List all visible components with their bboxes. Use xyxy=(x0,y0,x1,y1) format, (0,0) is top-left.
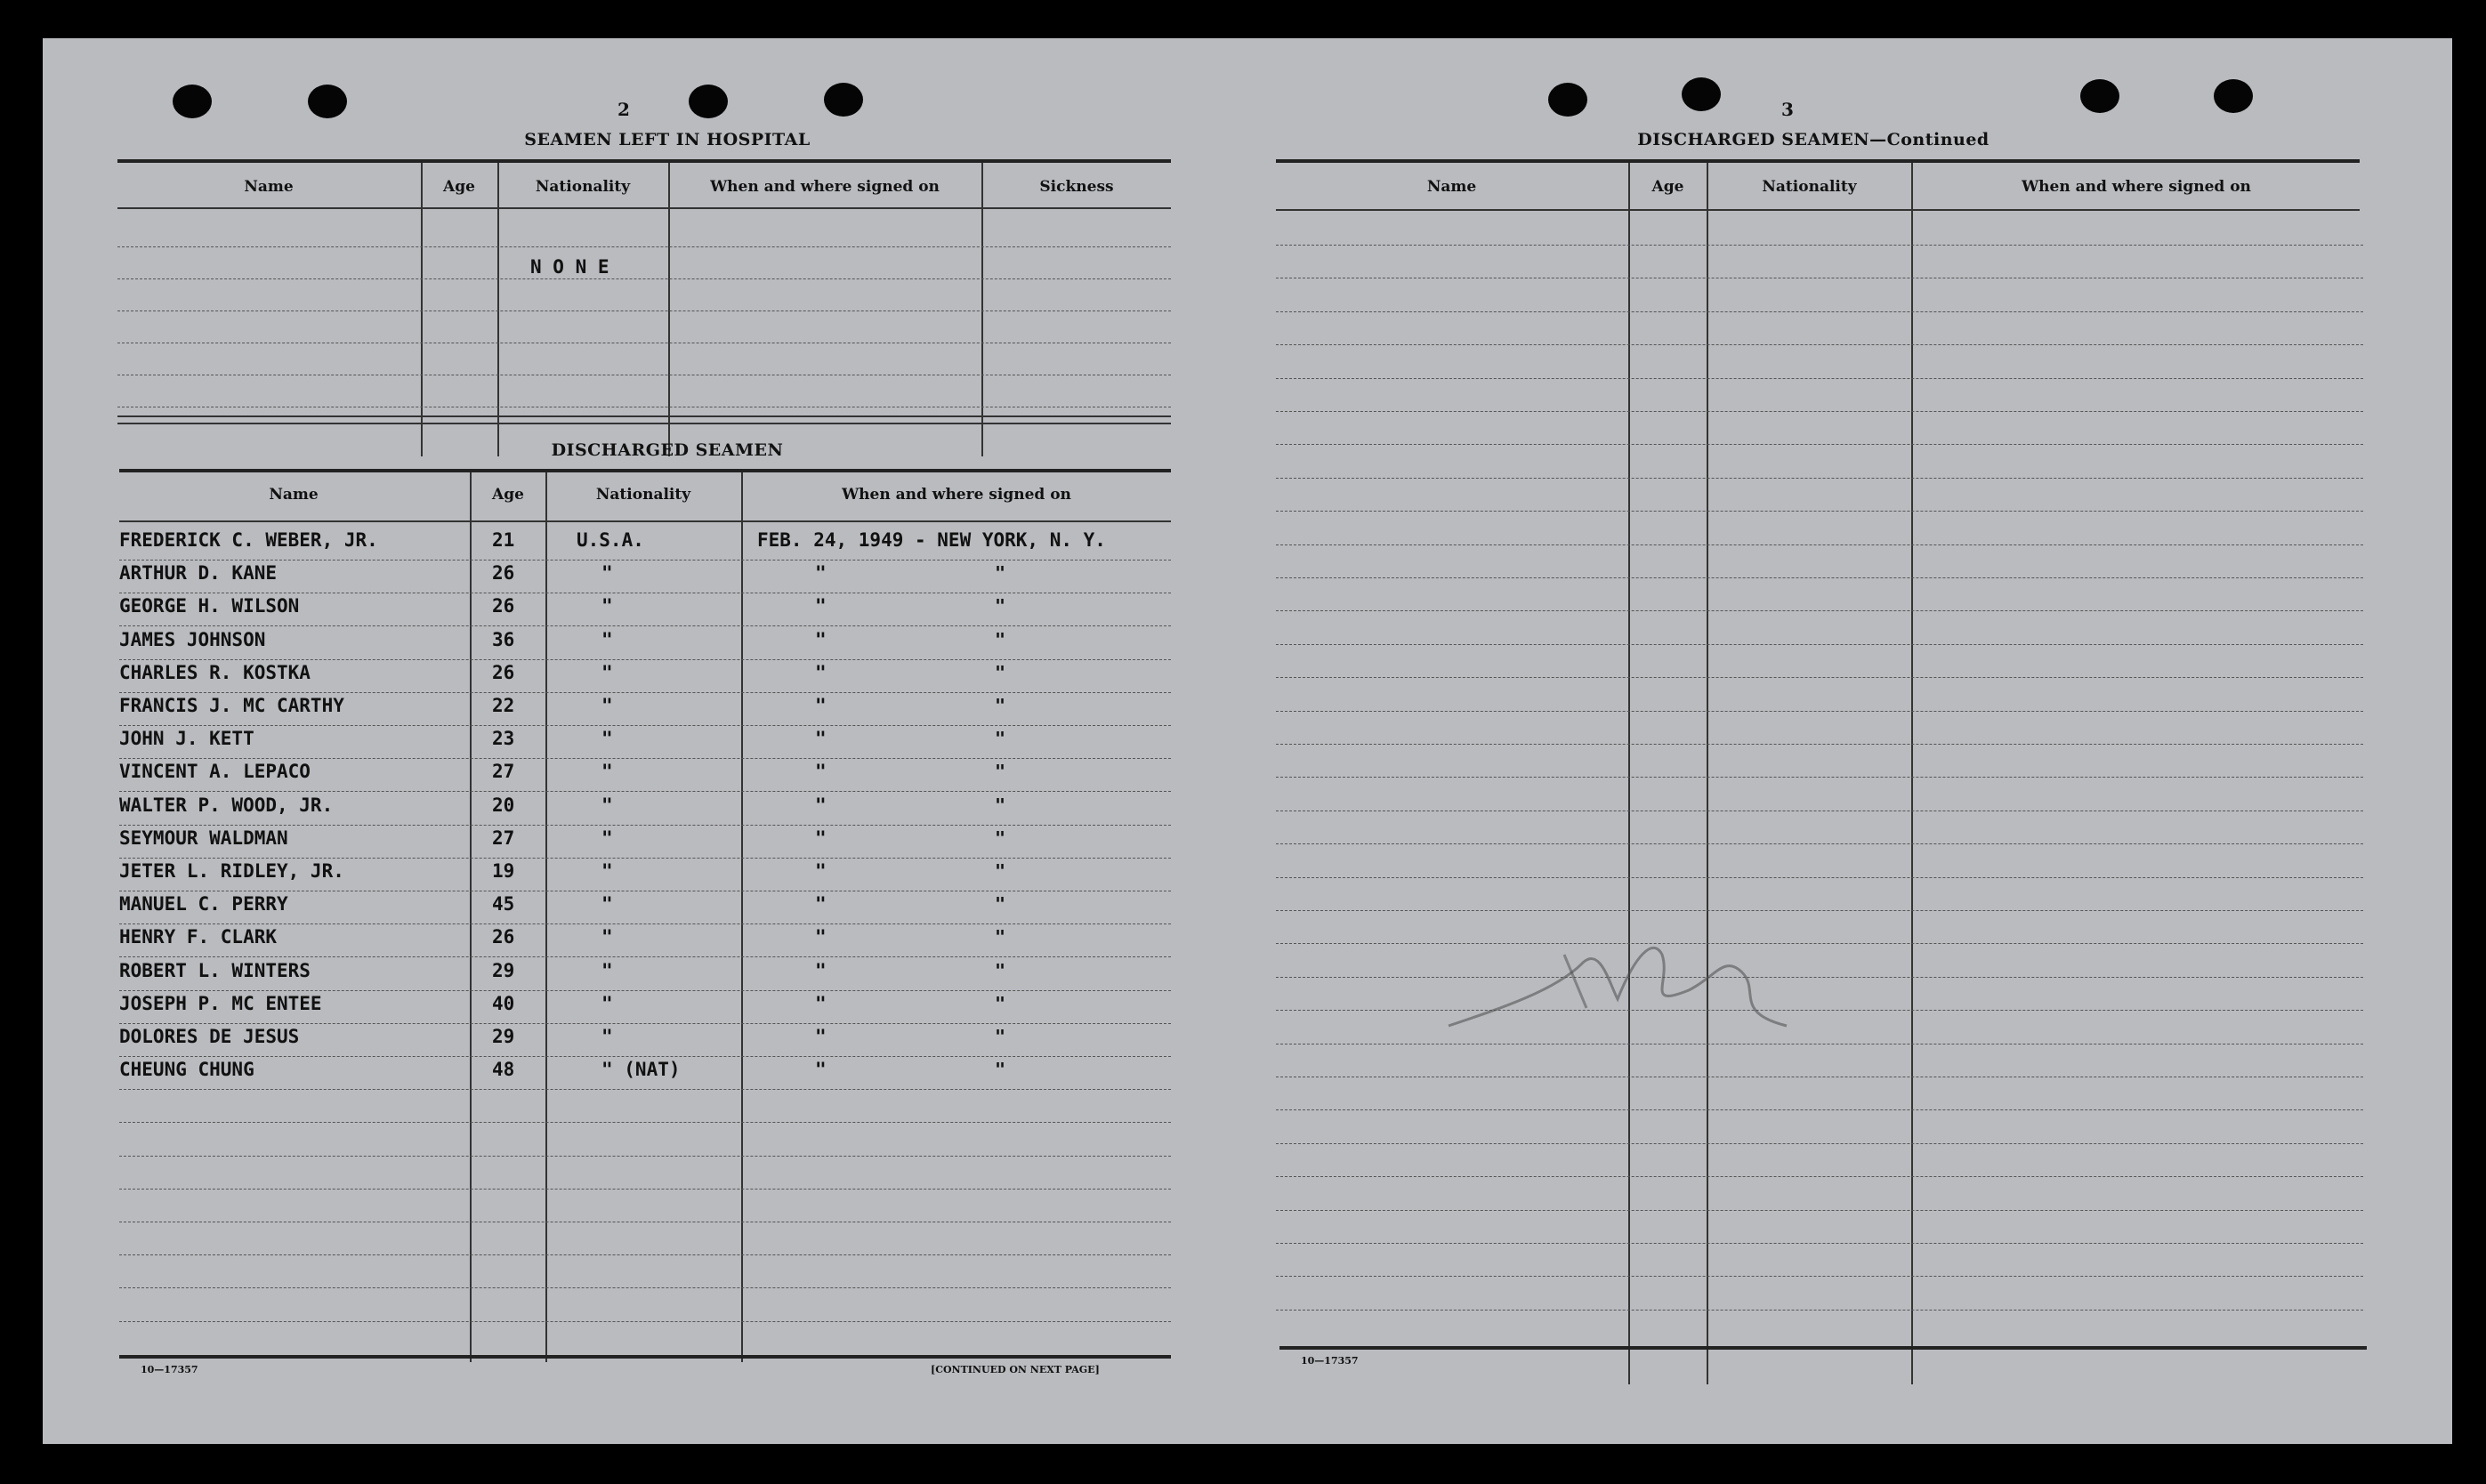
ruled-line xyxy=(1276,910,2363,911)
seaman-age: 21 xyxy=(492,529,515,551)
ruled-line xyxy=(1276,1109,2363,1110)
seaman-age: 40 xyxy=(492,992,515,1014)
discharged-col-name: Name xyxy=(269,486,319,504)
ruled-line xyxy=(1276,544,2363,545)
seaman-nationality: " xyxy=(601,926,613,948)
ruled-line xyxy=(119,758,1171,759)
ruled-line xyxy=(119,1321,1171,1322)
ruled-line xyxy=(119,1023,1171,1024)
seaman-signed-on: " xyxy=(815,695,827,716)
ruled-line xyxy=(1276,610,2363,611)
ruled-line xyxy=(1276,511,2363,512)
ruled-line xyxy=(1276,877,2363,878)
seaman-age: 26 xyxy=(492,926,515,948)
seaman-name: CHEUNG CHUNG xyxy=(119,1059,254,1081)
right-col-name: Name xyxy=(1426,178,1477,196)
right-title-text: DISCHARGED SEAMEN xyxy=(1637,130,1870,149)
seaman-name: VINCENT A. LEPACO xyxy=(119,761,311,783)
ruled-line xyxy=(119,725,1171,726)
ruled-line xyxy=(1276,245,2363,246)
ruled-line xyxy=(1276,1310,2363,1311)
seaman-signed-on: " xyxy=(815,992,827,1014)
discharged-section-title: DISCHARGED SEAMEN xyxy=(551,440,784,460)
ditto-mark: " xyxy=(995,926,1006,948)
hospital-col-name: Name xyxy=(244,178,294,196)
seaman-name: DOLORES DE JESUS xyxy=(119,1026,300,1047)
ruled-line xyxy=(1276,677,2363,678)
right-form-number: 10—17357 xyxy=(1301,1355,1359,1367)
hospital-col-age: Age xyxy=(443,178,475,196)
discharged-col-age: Age xyxy=(492,486,524,504)
ditto-mark: " xyxy=(995,761,1006,783)
ruled-line xyxy=(1276,311,2363,312)
ruled-line xyxy=(119,1156,1171,1157)
ruled-line xyxy=(119,990,1171,991)
seaman-age: 48 xyxy=(492,1059,515,1081)
seaman-name: JETER L. RIDLEY, JR. xyxy=(119,860,344,882)
seaman-name: CHARLES R. KOSTKA xyxy=(119,661,311,683)
discharged-col-nationality: Nationality xyxy=(595,486,691,504)
punch-hole xyxy=(2080,79,2119,113)
ditto-mark: " xyxy=(995,1059,1006,1081)
ditto-mark: " xyxy=(995,562,1006,585)
ruled-line xyxy=(1276,344,2363,345)
seaman-age: 20 xyxy=(492,794,515,816)
seaman-name: FRANCIS J. MC CARTHY xyxy=(119,695,344,716)
ruled-line xyxy=(119,1056,1171,1057)
signature-scribble xyxy=(1431,928,1804,1044)
discharged-col-signed-on: When and where signed on xyxy=(842,486,1071,504)
ruled-line xyxy=(1276,1143,2363,1144)
seaman-age: 26 xyxy=(492,562,515,585)
seaman-name: ROBERT L. WINTERS xyxy=(119,959,311,981)
seaman-age: 29 xyxy=(492,959,515,981)
ruled-line xyxy=(119,1089,1171,1090)
seaman-signed-on: " xyxy=(815,595,827,617)
seaman-name: JOSEPH P. MC ENTEE xyxy=(119,992,322,1014)
seaman-signed-on: " xyxy=(815,926,827,948)
ditto-mark: " xyxy=(995,794,1006,816)
seaman-nationality: " xyxy=(601,959,613,981)
hospital-col-signed-on: When and where signed on xyxy=(710,178,940,196)
seaman-nationality: " xyxy=(601,595,613,617)
seaman-signed-on: " xyxy=(815,959,827,981)
seaman-signed-on: " xyxy=(815,1059,827,1081)
seaman-signed-on: " xyxy=(815,728,827,750)
ruled-line xyxy=(1276,577,2363,578)
ruled-line xyxy=(119,923,1171,924)
ditto-mark: " xyxy=(995,992,1006,1014)
ditto-mark: " xyxy=(995,959,1006,981)
seaman-age: 27 xyxy=(492,827,515,849)
seaman-nationality: " xyxy=(601,661,613,683)
seaman-name: FREDERICK C. WEBER, JR. xyxy=(119,529,378,551)
seaman-age: 45 xyxy=(492,893,515,915)
ditto-mark: " xyxy=(995,728,1006,750)
ruled-line xyxy=(119,1287,1171,1288)
seaman-nationality: " xyxy=(601,628,613,650)
ruled-line xyxy=(1276,378,2363,379)
ruled-line xyxy=(119,791,1171,792)
seaman-age: 27 xyxy=(492,761,515,783)
ruled-line xyxy=(1276,1276,2363,1277)
ditto-mark: " xyxy=(995,695,1006,716)
ruled-line xyxy=(119,1122,1171,1123)
seaman-nationality: " xyxy=(601,893,613,915)
seaman-nationality: " xyxy=(601,562,613,585)
seaman-name: JOHN J. KETT xyxy=(119,728,254,750)
punch-hole xyxy=(2214,79,2253,113)
hospital-col-nationality: Nationality xyxy=(535,178,631,196)
ruled-line xyxy=(119,1189,1171,1190)
ruled-line xyxy=(119,625,1171,626)
ditto-mark: " xyxy=(995,628,1006,650)
seaman-nationality: " xyxy=(601,827,613,849)
seaman-name: GEORGE H. WILSON xyxy=(119,595,300,617)
seaman-nationality: " xyxy=(601,1026,613,1047)
ruled-line xyxy=(1276,777,2363,778)
seaman-nationality: " xyxy=(601,761,613,783)
ruled-line xyxy=(119,659,1171,660)
ditto-mark: " xyxy=(995,595,1006,617)
punch-hole xyxy=(308,85,347,118)
left-page-number: 2 xyxy=(617,99,630,120)
hospital-section-title: SEAMEN LEFT IN HOSPITAL xyxy=(524,130,811,149)
seaman-name: JAMES JOHNSON xyxy=(119,628,266,650)
ruled-line xyxy=(1276,411,2363,412)
seaman-nationality: " xyxy=(601,860,613,882)
seaman-age: 22 xyxy=(492,695,515,716)
seaman-nationality: " xyxy=(601,794,613,816)
ruled-line xyxy=(1276,444,2363,445)
seaman-age: 26 xyxy=(492,661,515,683)
punch-hole xyxy=(824,83,863,117)
ditto-mark: " xyxy=(995,827,1006,849)
seaman-age: 23 xyxy=(492,728,515,750)
seaman-name: ARTHUR D. KANE xyxy=(119,562,278,585)
ditto-mark: " xyxy=(995,860,1006,882)
ruled-line xyxy=(119,560,1171,561)
hospital-none-entry: N O N E xyxy=(530,256,609,278)
ruled-line xyxy=(119,1254,1171,1255)
ruled-line xyxy=(1276,711,2363,712)
ruled-line xyxy=(1276,1243,2363,1244)
right-col-signed-on: When and where signed on xyxy=(2022,178,2251,196)
right-col-age: Age xyxy=(1651,178,1684,196)
seaman-nationality: " xyxy=(601,695,613,716)
punch-hole xyxy=(689,85,728,118)
ruled-line xyxy=(119,692,1171,693)
ruled-line xyxy=(1276,1176,2363,1177)
ruled-line xyxy=(119,858,1171,859)
ditto-mark: " xyxy=(995,1026,1006,1047)
seaman-nationality: U.S.A. xyxy=(577,529,644,551)
ditto-mark: " xyxy=(995,893,1006,915)
right-page-number: 3 xyxy=(1781,99,1794,120)
seaman-signed-on: " xyxy=(815,628,827,650)
seaman-signed-on: " xyxy=(815,661,827,683)
seaman-signed-on: " xyxy=(815,893,827,915)
seaman-age: 26 xyxy=(492,595,515,617)
seaman-age: 36 xyxy=(492,628,515,650)
seaman-signed-on: FEB. 24, 1949 - NEW YORK, N. Y. xyxy=(757,529,1106,551)
right-section-title xyxy=(1520,130,2107,149)
seaman-name: SEYMOUR WALDMAN xyxy=(119,827,288,849)
continued-note: [CONTINUED ON NEXT PAGE] xyxy=(931,1364,1100,1375)
right-col-nationality: Nationality xyxy=(1762,178,1857,196)
ruled-line xyxy=(1276,1210,2363,1211)
punch-hole xyxy=(1682,77,1721,111)
punch-hole xyxy=(173,85,212,118)
seaman-nationality: " (NAT) xyxy=(601,1059,681,1081)
ruled-line xyxy=(119,956,1171,957)
ditto-mark: " xyxy=(995,661,1006,683)
seaman-name: MANUEL C. PERRY xyxy=(119,893,288,915)
right-title-suffix: —Continued xyxy=(1869,130,1990,149)
ruled-line xyxy=(1276,843,2363,844)
ruled-line xyxy=(119,825,1171,826)
ruled-line xyxy=(1276,478,2363,479)
seaman-name: WALTER P. WOOD, JR. xyxy=(119,794,334,816)
ruled-line xyxy=(1276,744,2363,745)
seaman-signed-on: " xyxy=(815,794,827,816)
seaman-signed-on: " xyxy=(815,827,827,849)
seaman-age: 19 xyxy=(492,860,515,882)
punch-hole xyxy=(1548,83,1587,117)
seaman-signed-on: " xyxy=(815,860,827,882)
seaman-name: HENRY F. CLARK xyxy=(119,926,278,948)
seaman-signed-on: " xyxy=(815,761,827,783)
document-sheet xyxy=(43,38,2452,1444)
seaman-signed-on: " xyxy=(815,1026,827,1047)
seaman-age: 29 xyxy=(492,1026,515,1047)
seaman-signed-on: " xyxy=(815,562,827,585)
seaman-nationality: " xyxy=(601,728,613,750)
seaman-nationality: " xyxy=(601,992,613,1014)
hospital-col-sickness: Sickness xyxy=(1039,178,1114,196)
ruled-line xyxy=(1276,644,2363,645)
left-form-number: 10—17357 xyxy=(141,1364,198,1375)
